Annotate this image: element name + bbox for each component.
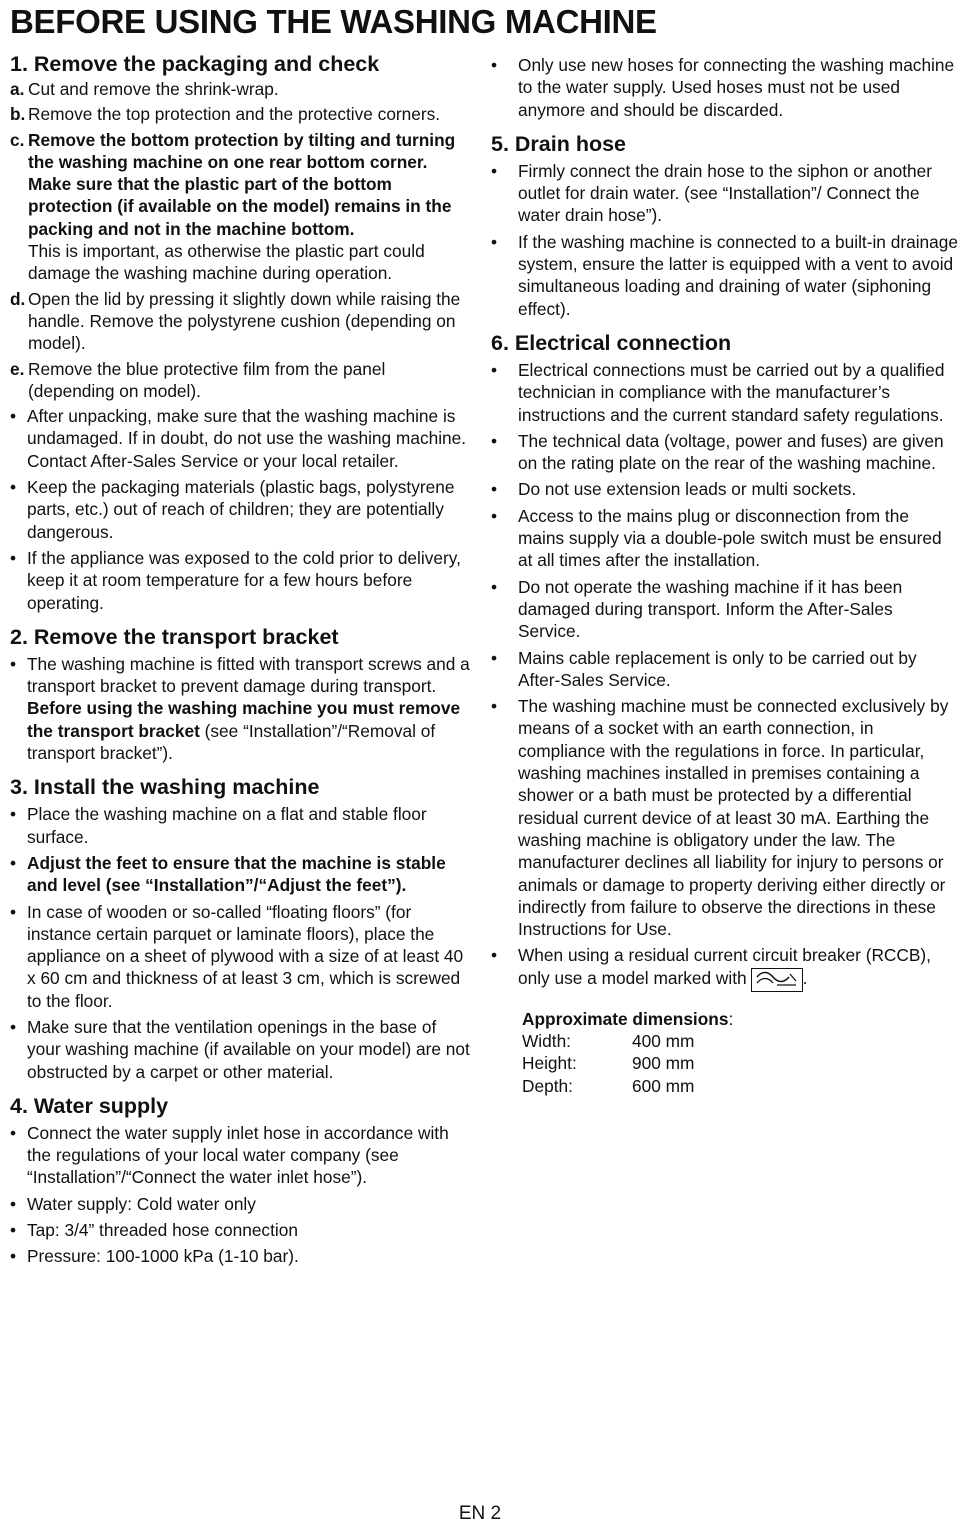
height-value: 900 mm [632, 1053, 695, 1074]
depth-label: Depth: [522, 1075, 573, 1096]
dimension-row-width [522, 1030, 959, 1052]
list-item [10, 1245, 472, 1267]
section-4-heading: 4. Water supply [10, 1093, 169, 1118]
list-item [491, 231, 959, 320]
bullet-icon: • [10, 1246, 17, 1267]
list-item [10, 1122, 472, 1189]
bullet-text: Mains cable replacement is only to be carried out by After-Sales Service. [518, 647, 917, 690]
bullet-text: (see “Installation”/“Removal of transport bracket”). [27, 720, 436, 764]
step-c-marker: c. [10, 129, 25, 150]
bullet-text: Access to the mains plug or disconnection from the mains supply via a double-pole switch must be ensured at all times after the installation. [518, 505, 942, 571]
page-title: BEFORE USING THE WASHING MACHINE [10, 3, 657, 40]
bullet-icon: • [491, 576, 498, 597]
list-item [10, 852, 472, 897]
bullet-text: Tap: 3/4” threaded hose connection [27, 1220, 298, 1241]
dimensions-title: Approximate dimensions [522, 1008, 729, 1029]
list-item [491, 54, 959, 121]
bullet-text: If the appliance was exposed to the cold prior to delivery, keep it at room temperature for a few hours before operating. [27, 547, 461, 613]
step-e-text: Remove the blue protective film from the panel (depending on model). [28, 358, 386, 401]
list-item [491, 576, 959, 643]
step-d-marker: d. [10, 288, 26, 309]
bullet-text: Firmly connect the drain hose to the siphon or another outlet for drain water. (see “Installation”/ Connect the water drain hose”). [518, 160, 933, 226]
list-item [10, 405, 472, 472]
bullet-text: Do not operate the washing machine if it has been damaged during transport. Inform the After-Sales Service. [518, 576, 903, 642]
list-item [491, 647, 959, 692]
bullet-icon: • [491, 55, 498, 75]
step-e [10, 358, 472, 403]
list-item [10, 547, 472, 614]
step-b-marker: b. [10, 104, 26, 125]
step-a [10, 78, 472, 100]
section-3-heading: 3. Install the washing machine [10, 775, 320, 800]
bullet-text: Electrical connections must be carried out by a qualified technician in compliance with the manufacturer’s instructions and the current standard safety regulations. [518, 359, 945, 425]
bullet-text: Pressure: 100-1000 kPa (1-10 bar). [27, 1246, 299, 1267]
step-e-marker: e. [10, 358, 25, 379]
bullet-icon: • [10, 1016, 17, 1037]
bullet-text: Water supply: Cold water only [27, 1193, 256, 1214]
step-a-text: Cut and remove the shrink-wrap. [28, 79, 279, 99]
bullet-text: Keep the packaging materials (plastic bags, polystyrene parts, etc.) out of reach of children; they are potentially dangerous. [27, 477, 455, 542]
bullet-icon: • [10, 852, 17, 873]
bullet-icon: • [491, 696, 498, 717]
depth-value: 600 mm [632, 1075, 695, 1096]
bullet-end-text: . [802, 967, 808, 988]
bullet-icon: • [491, 647, 498, 668]
bullet-text: When using a residual current circuit breaker (RCCB), only use a model marked with [518, 945, 931, 988]
dimension-row-height [522, 1052, 959, 1074]
width-label: Width: [522, 1030, 571, 1051]
list-item [10, 1193, 472, 1215]
bullet-icon: • [491, 359, 498, 380]
bullet-icon: • [491, 505, 498, 526]
list-item [491, 359, 959, 426]
list-item [491, 944, 959, 991]
bullet-icon: • [10, 901, 17, 922]
bullet-text: The washing machine must be connected exclusively by means of a socket with an earth connection, in compliance with the regulations in force. In particular, washing machines installed in premises containing a shower or a bath must be protected by a differential residual current device of at least 30 mA. Earthing the washing machine is obligatory under the law. The manufacturer declines all liability for injury to persons or animals or damage to property deriving either directly or indirectly from failure to observe the directions in these Instructions for Use. [518, 696, 949, 940]
section-1-heading: 1. Remove the packaging and check [10, 52, 380, 76]
step-c [10, 129, 472, 285]
list-item [491, 478, 959, 500]
bullet-icon: • [491, 430, 498, 451]
bullet-text: Place the washing machine on a flat and stable floor surface. [27, 804, 427, 847]
bullet-text: Make sure that the ventilation openings in the base of your washing machine (if available on your model) are not obstructed by a carpet or other material. [27, 1016, 470, 1082]
bullet-text: Connect the water supply inlet hose in accordance with the regulations of your local water company (see “Installation”/“Connect the water inlet hose”). [27, 1122, 449, 1188]
bullet-icon: • [10, 1193, 17, 1214]
bullet-icon: • [10, 804, 17, 825]
step-c-bold-text: Remove the bottom protection by tilting and turning the washing machine on one rear bottom corner. Make sure that the plastic part of the bottom protection (if available on the model) remains in the packing and not in the machine bottom. [28, 129, 456, 239]
bullet-text: If the washing machine is connected to a built-in drainage system, ensure the latter is equipped with a vent to avoid simultaneous loading and draining of water (siphoning effect). [518, 231, 958, 319]
step-b-text: Remove the top protection and the protective corners. [28, 104, 441, 125]
bullet-icon: • [10, 547, 17, 568]
page-number: EN 2 [458, 1503, 502, 1524]
step-a-marker: a. [10, 79, 25, 99]
width-value: 400 mm [632, 1030, 695, 1051]
list-item [10, 653, 472, 764]
bullet-text: After unpacking, make sure that the washing machine is undamaged. If in doubt, do not use the washing machine. Contact After-Sales Service or your local retailer. [27, 406, 467, 471]
height-label: Height: [522, 1053, 577, 1074]
list-item [10, 901, 472, 1012]
bullet-icon: • [10, 1220, 17, 1241]
bullet-text: In case of wooden or so-called “floating floors” (for instance certain parquet or laminate floors), place the appliance on a sheet of plywood with a size of at least 40 x 60 cm and thickness of at least 3 cm, which is screwed to the floor. [27, 901, 464, 1011]
section-6-heading: 6. Electrical connection [491, 330, 732, 355]
bullet-text: The washing machine is fitted with transport screws and a transport bracket to prevent damage during transport. [27, 653, 470, 697]
list-item [10, 476, 472, 543]
section-2-heading: 2. Remove the transport bracket [10, 624, 339, 649]
list-item [491, 160, 959, 227]
bullet-text: Do not use extension leads or multi sockets. [518, 479, 857, 500]
section-5-heading: 5. Drain hose [491, 131, 627, 156]
bullet-bold-text: Adjust the feet to ensure that the machine is stable and level (see “Installation”/“Adjust the feet”). [27, 852, 446, 896]
list-item [491, 695, 959, 940]
list-item [10, 1219, 472, 1241]
bullet-bold-text: Before using the washing machine you must remove the transport bracket [27, 698, 461, 741]
step-b [10, 103, 472, 125]
bullet-icon: • [10, 1122, 17, 1143]
rccb-symbol-icon [751, 968, 803, 992]
bullet-text: The technical data (voltage, power and fuses) are given on the rating plate on the rear of the washing machine. [518, 430, 944, 474]
left-column [10, 50, 472, 1272]
bullet-icon: • [491, 945, 498, 966]
bullet-icon: • [491, 231, 498, 252]
list-item [10, 1016, 472, 1083]
bullet-icon: • [10, 406, 17, 427]
step-d [10, 288, 472, 355]
dimensions-title-colon: : [728, 1008, 734, 1029]
dimension-row-depth [522, 1075, 959, 1097]
bullet-icon: • [10, 477, 17, 498]
bullet-icon: • [491, 160, 498, 181]
step-d-text: Open the lid by pressing it slightly down while raising the handle. Remove the polystyrene cushion (depending on model). [28, 288, 461, 354]
list-item [491, 505, 959, 572]
bullet-icon: • [491, 479, 498, 500]
list-item [10, 803, 472, 848]
list-item [491, 430, 959, 475]
bullet-text: Only use new hoses for connecting the washing machine to the water supply. Used hoses must not be used anymore and should be discarded. [518, 55, 955, 120]
right-column [491, 54, 959, 1097]
approximate-dimensions [522, 1008, 959, 1097]
bullet-icon: • [10, 653, 17, 674]
step-c-text: This is important, as otherwise the plastic part could damage the washing machine during operation. [28, 241, 425, 284]
